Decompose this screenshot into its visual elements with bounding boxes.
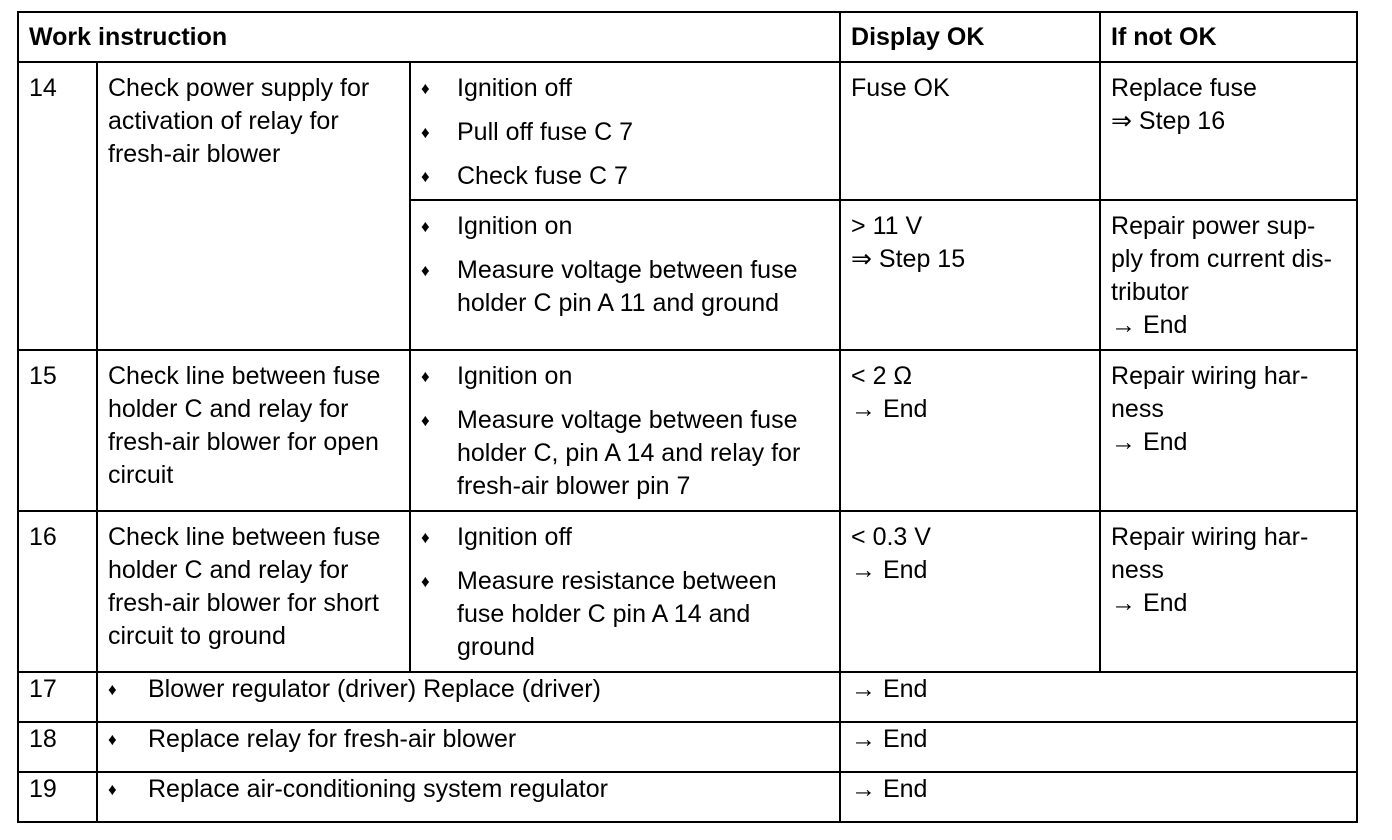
- instruction-line: Measure voltage between fuse: [457, 406, 798, 434]
- step-description: [97, 511, 410, 672]
- description-line: Check power supply for: [108, 74, 370, 102]
- if-not-ok-cell: [1100, 62, 1357, 200]
- step-15-row: [18, 350, 1357, 511]
- display-ok-text: > 11 V: [851, 212, 923, 240]
- display-ok-text: Fuse OK: [851, 74, 950, 102]
- step-instructions: [410, 200, 840, 350]
- description-line: Check line between fuse: [108, 362, 381, 390]
- if-not-ok-text: Replace fuse: [1111, 74, 1257, 102]
- if-not-ok-text: Repair power sup-: [1111, 212, 1316, 240]
- instruction-text: Replace relay for fresh-air blower: [148, 725, 517, 753]
- step-number: 16: [18, 511, 97, 672]
- step-19-row: [18, 772, 1357, 822]
- instruction-item: [108, 673, 839, 706]
- instruction-text: [457, 565, 839, 664]
- display-ok-text: → End: [851, 556, 928, 584]
- instruction-item: [108, 773, 839, 806]
- result-cell: → End: [840, 772, 1357, 822]
- instruction-item: [421, 72, 839, 105]
- display-ok-text: < 2 Ω: [851, 362, 913, 390]
- instruction-item: [421, 254, 839, 320]
- instruction-text: Blower regulator (driver) Replace (driver): [148, 675, 601, 703]
- step-instruction: [97, 722, 840, 772]
- diamond-bullet-icon: ♦: [421, 261, 430, 280]
- step-instructions: [410, 511, 840, 672]
- diamond-bullet-icon: ♦: [108, 730, 117, 749]
- description-line: fresh-air blower: [108, 140, 281, 168]
- step-number: 19: [18, 772, 97, 822]
- instruction-line: holder C, pin A 14 and relay for: [457, 439, 801, 467]
- header-row: [18, 12, 1357, 62]
- step-number: 17: [18, 672, 97, 722]
- if-not-ok-text: → End: [1111, 311, 1188, 339]
- instruction-item: [421, 360, 839, 393]
- if-not-ok-text: → End: [1111, 428, 1188, 456]
- description-line: holder C and relay for: [108, 556, 349, 584]
- instruction-text: Replace air-conditioning system regulator: [148, 775, 608, 803]
- step-description: [97, 350, 410, 511]
- if-not-ok-cell: [1100, 200, 1357, 350]
- result-cell: → End: [840, 672, 1357, 722]
- step-instruction: [97, 772, 840, 822]
- if-not-ok-text: → End: [1111, 589, 1188, 617]
- instruction-line: Ignition on: [457, 212, 573, 240]
- if-not-ok-cell: [1100, 511, 1357, 672]
- description-line: circuit to ground: [108, 622, 286, 650]
- instruction-text: Check fuse C 7: [457, 162, 628, 190]
- instruction-item: [421, 210, 839, 243]
- if-not-ok-text: ply from current dis-: [1111, 245, 1332, 273]
- instruction-line: fresh-air blower pin 7: [457, 472, 691, 500]
- instruction-item: [421, 521, 839, 554]
- instruction-item: [421, 160, 839, 193]
- instruction-line: holder C pin A 11 and ground: [457, 289, 780, 317]
- description-line: fresh-air blower for open: [108, 428, 379, 456]
- diamond-bullet-icon: ♦: [421, 123, 430, 142]
- instruction-line: ground: [457, 633, 535, 661]
- work-instruction-table: [17, 11, 1358, 823]
- display-ok-cell: [840, 200, 1100, 350]
- step-number: 15: [18, 350, 97, 511]
- if-not-ok-text: Repair wiring har-: [1111, 362, 1309, 390]
- if-not-ok-cell: [1100, 350, 1357, 511]
- display-ok-text: → End: [851, 395, 928, 423]
- instruction-item: [421, 116, 839, 149]
- instruction-line: Measure resistance between: [457, 567, 777, 595]
- instruction-line: Ignition on: [457, 362, 573, 390]
- instruction-text: [457, 254, 839, 320]
- step-description: [97, 62, 410, 350]
- description-line: fresh-air blower for short: [108, 589, 379, 617]
- diamond-bullet-icon: ♦: [421, 572, 430, 591]
- instruction-item: [421, 565, 839, 664]
- result-cell: → End: [840, 722, 1357, 772]
- step-17-row: [18, 672, 1357, 722]
- header-work-instruction: Work instruction: [18, 12, 840, 62]
- description-line: Check line between fuse: [108, 523, 381, 551]
- header-display-ok: Display OK: [840, 12, 1100, 62]
- if-not-ok-text: tributor: [1111, 278, 1189, 306]
- step-instructions: [410, 62, 840, 200]
- display-ok-cell: [840, 62, 1100, 200]
- instruction-item: [108, 723, 839, 756]
- display-ok-cell: [840, 350, 1100, 511]
- description-line: circuit: [108, 461, 174, 489]
- instruction-line: fuse holder C pin A 14 and: [457, 600, 751, 628]
- if-not-ok-text: ⇒ Step 16: [1111, 107, 1226, 135]
- description-line: holder C and relay for: [108, 395, 349, 423]
- instruction-text: Ignition off: [457, 74, 572, 102]
- if-not-ok-text: ness: [1111, 556, 1164, 584]
- instruction-line: Measure voltage between fuse: [457, 256, 798, 284]
- display-ok-cell: [840, 511, 1100, 672]
- instruction-text: [457, 404, 839, 503]
- instruction-line: Ignition off: [457, 523, 572, 551]
- display-ok-text: < 0.3 V: [851, 523, 931, 551]
- diamond-bullet-icon: ♦: [108, 780, 117, 799]
- instruction-text: [457, 210, 839, 243]
- diamond-bullet-icon: ♦: [421, 367, 430, 386]
- diamond-bullet-icon: ♦: [108, 680, 117, 699]
- header-if-not-ok: If not OK: [1100, 12, 1357, 62]
- diamond-bullet-icon: ♦: [421, 217, 430, 236]
- step-18-row: [18, 722, 1357, 772]
- diamond-bullet-icon: ♦: [421, 528, 430, 547]
- if-not-ok-text: ness: [1111, 395, 1164, 423]
- description-line: activation of relay for: [108, 107, 339, 135]
- step-14-row-a: [18, 62, 1357, 200]
- instruction-text: Pull off fuse C 7: [457, 118, 634, 146]
- diamond-bullet-icon: ♦: [421, 411, 430, 430]
- step-number: 18: [18, 722, 97, 772]
- display-ok-text: ⇒ Step 15: [851, 245, 966, 273]
- diamond-bullet-icon: ♦: [421, 167, 430, 186]
- step-number: 14: [18, 62, 97, 350]
- instruction-text: [457, 360, 839, 393]
- instruction-text: [457, 521, 839, 554]
- if-not-ok-text: Repair wiring har-: [1111, 523, 1309, 551]
- diamond-bullet-icon: ♦: [421, 79, 430, 98]
- step-instructions: [410, 350, 840, 511]
- step-instruction: [97, 672, 840, 722]
- step-16-row: [18, 511, 1357, 672]
- instruction-item: [421, 404, 839, 503]
